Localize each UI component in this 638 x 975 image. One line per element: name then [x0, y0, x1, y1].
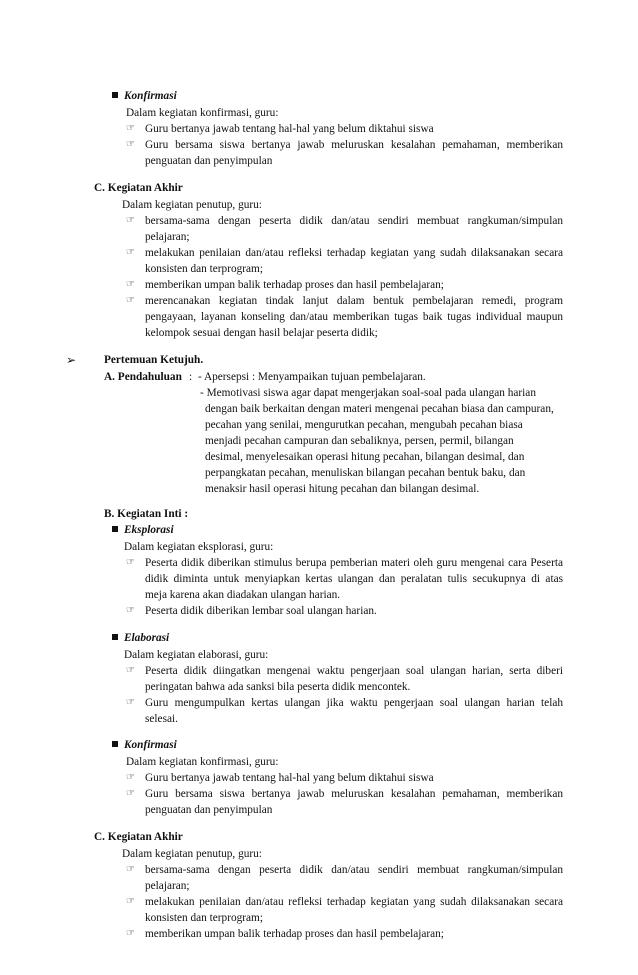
pendahuluan-line-4: pecahan yang senilai, mengurutkan pecahan, mengubah pecahan biasa — [205, 419, 523, 431]
akhir-2-bullet-3: memberikan umpan balik terhadap proses dan hasil pembelajaran; — [145, 928, 444, 940]
hand-pointing-right-icon: ☞ — [126, 123, 135, 134]
akhir-2-bullet-1-cont: pelajaran; — [145, 880, 190, 892]
kegiatan-akhir-heading-2: C. Kegiatan Akhir — [94, 831, 183, 843]
elaborasi-intro: Dalam kegiatan elaborasi, guru: — [124, 649, 269, 661]
hand-pointing-right-icon: ☞ — [126, 697, 135, 708]
konfirmasi-heading-2: Konfirmasi — [112, 737, 177, 753]
hand-pointing-right-icon: ☞ — [126, 605, 135, 616]
hand-pointing-right-icon: ☞ — [126, 864, 135, 875]
square-bullet-icon — [112, 634, 118, 640]
akhir-bullet-1: bersama-sama dengan peserta didik dan/atau sendiri membuat rangkuman/simpulan — [145, 215, 563, 227]
pendahuluan-colon: : — [189, 371, 193, 383]
pendahuluan-line-5: menjadi pecahan campuran dan sebaliknya, persen, permil, bilangan — [205, 435, 514, 447]
pertemuan-heading: Pertemuan Ketujuh. — [104, 354, 204, 366]
akhir-bullet-4-cont-2: kelompok sesuai dengan hasil belajar peserta didik; — [145, 327, 378, 339]
akhir-bullet-4-cont-1: pengayaan, layanan konseling dan/atau memberikan tugas baik tugas individual maupun — [145, 311, 563, 323]
konfirmasi-intro: Dalam kegiatan konfirmasi, guru: — [126, 107, 279, 119]
konfirmasi-bullet-2-cont: penguatan dan penyimpulan — [145, 155, 273, 167]
pendahuluan-line-8: menaksir hasil operasi hitung pecahan dan bilangan desimal. — [205, 483, 480, 495]
akhir-bullet-2: melakukan penilaian dan/atau refleksi terhadap kegiatan yang sudah dilaksanakan secara — [145, 247, 563, 259]
konfirmasi-bullet-2: Guru bersama siswa bertanya jawab meluruskan kesalahan pemahaman, memberikan — [145, 139, 563, 151]
kegiatan-akhir-intro: Dalam kegiatan penutup, guru: — [122, 199, 262, 211]
pendahuluan-line-1: - Apersepsi : Menyampaikan tujuan pembelajaran. — [198, 371, 426, 383]
akhir-bullet-2-cont: konsisten dan terprogram; — [145, 263, 263, 275]
elaborasi-bullet-2: Guru mengumpulkan kertas ulangan jika waktu pengerjaan soal ulangan harian telah — [145, 697, 563, 709]
hand-pointing-right-icon: ☞ — [126, 557, 135, 568]
eksplorasi-bullet-1: Peserta didik diberikan stimulus berupa pemberian materi oleh guru mengenai cara Peserta — [145, 557, 563, 569]
akhir-bullet-1-cont: pelajaran; — [145, 231, 190, 243]
kegiatan-inti-heading: B. Kegiatan Inti : — [104, 508, 189, 520]
akhir-2-bullet-2: melakukan penilaian dan/atau refleksi terhadap kegiatan yang sudah dilaksanakan secara — [145, 896, 563, 908]
eksplorasi-bullet-2: Peserta didik diberikan lembar soal ulangan harian. — [145, 605, 377, 617]
elaborasi-bullet-1-cont: peringatan bahwa ada sanksi bila peserta didik mencontek. — [145, 681, 411, 693]
pendahuluan-line-3: dengan baik berkaitan dengan materi mengenai pecahan biasa dan campuran, — [205, 403, 554, 415]
arrow-right-icon: ➢ — [66, 353, 77, 367]
elaborasi-heading: Elaborasi — [112, 630, 169, 646]
square-bullet-icon — [112, 741, 118, 747]
konfirmasi-2-bullet-2-cont: penguatan dan penyimpulan — [145, 804, 273, 816]
kegiatan-akhir-intro-2: Dalam kegiatan penutup, guru: — [122, 848, 262, 860]
eksplorasi-bullet-1-cont-2: meja karena akan diadakan ulangan harian. — [145, 589, 341, 601]
square-bullet-icon — [112, 526, 118, 532]
hand-pointing-right-icon: ☞ — [126, 928, 135, 939]
konfirmasi-intro-2: Dalam kegiatan konfirmasi, guru: — [126, 756, 279, 768]
eksplorasi-heading: Eksplorasi — [112, 522, 174, 538]
konfirmasi-heading: Konfirmasi — [112, 88, 177, 104]
konfirmasi-2-bullet-1: Guru bertanya jawab tentang hal-hal yang belum diktahui siswa — [145, 772, 434, 784]
pendahuluan-line-7: perpangkatan pecahan, menuliskan bilangan pecahan bentuk baku, dan — [205, 467, 526, 479]
square-bullet-icon — [112, 92, 118, 98]
hand-pointing-right-icon: ☞ — [126, 295, 135, 306]
akhir-bullet-4: merencanakan kegiatan tindak lanjut dalam bentuk pembelajaran remedi, program — [145, 295, 563, 307]
hand-pointing-right-icon: ☞ — [126, 279, 135, 290]
akhir-bullet-3: memberikan umpan balik terhadap proses dan hasil pembelajaran; — [145, 279, 444, 291]
eksplorasi-intro: Dalam kegiatan eksplorasi, guru: — [124, 541, 274, 553]
hand-pointing-right-icon: ☞ — [126, 896, 135, 907]
elaborasi-bullet-1: Peserta didik diingatkan mengenai waktu pengerjaan soal ulangan harian, serta diberi — [145, 665, 563, 677]
pendahuluan-line-6: desimal, menyelesaikan operasi hitung pecahan, bilangan desimal, dan — [205, 451, 525, 463]
hand-pointing-right-icon: ☞ — [126, 215, 135, 226]
konfirmasi-2-bullet-2: Guru bersama siswa bertanya jawab meluruskan kesalahan pemahaman, memberikan — [145, 788, 563, 800]
hand-pointing-right-icon: ☞ — [126, 772, 135, 783]
kegiatan-akhir-heading: C. Kegiatan Akhir — [94, 182, 183, 194]
akhir-2-bullet-1: bersama-sama dengan peserta didik dan/atau sendiri membuat rangkuman/simpulan — [145, 864, 563, 876]
elaborasi-bullet-2-cont: selesai. — [145, 713, 178, 725]
akhir-2-bullet-2-cont: konsisten dan terprogram; — [145, 912, 263, 924]
hand-pointing-right-icon: ☞ — [126, 247, 135, 258]
pendahuluan-line-2: - Memotivasi siswa agar dapat mengerjakan soal-soal pada ulangan harian — [200, 387, 536, 399]
konfirmasi-bullet-1: Guru bertanya jawab tentang hal-hal yang belum diktahui siswa — [145, 123, 434, 135]
eksplorasi-bullet-1-cont-1: didik diminta untuk menyiapkan kertas ulangan dan peralatan tulis secukupnya di atas — [145, 573, 563, 585]
hand-pointing-right-icon: ☞ — [126, 665, 135, 676]
hand-pointing-right-icon: ☞ — [126, 788, 135, 799]
pendahuluan-label: A. Pendahuluan — [104, 371, 182, 383]
hand-pointing-right-icon: ☞ — [126, 139, 135, 150]
